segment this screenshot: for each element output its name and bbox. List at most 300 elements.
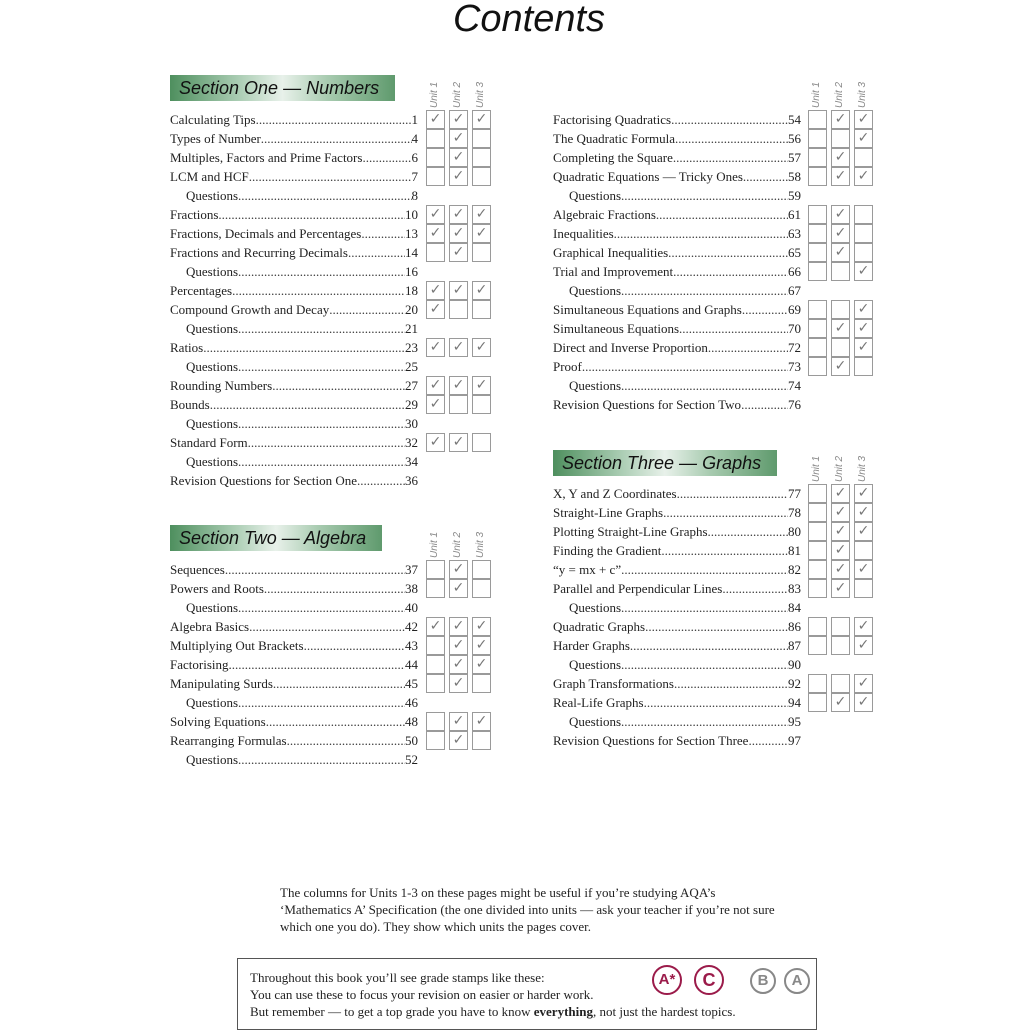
stamps-line-3-end: , not just the hardest topics. [592,1004,736,1019]
check-icon: ✓ [429,206,442,222]
check-icon: ✓ [452,656,465,672]
unit-checkbox-checked [854,522,873,541]
unit-checkbox-empty [472,243,491,262]
unit-checkbox-empty [854,357,873,376]
leader-dots [614,224,788,243]
entry-line [553,579,801,598]
entry-title: Solving Equations [170,714,266,729]
entry-title: Percentages [170,283,233,298]
contents-entry [170,414,490,433]
entry-page: 58 [788,169,801,184]
leader-dots [671,110,788,129]
contents-entry [170,750,490,769]
entry-page: 66 [788,264,801,279]
unit-checkbox-empty [472,560,491,579]
leader-dots [621,655,788,674]
unit-checkbox-checked [449,712,468,731]
unit-checkbox-empty [449,300,468,319]
check-icon: ✓ [452,225,465,241]
entry-page: 42 [405,619,418,634]
unit-checkbox-empty [854,205,873,224]
contents-entry [170,452,490,471]
entry-title: Fractions and Recurring Decimals [170,245,348,260]
contents-entry [170,148,490,167]
contents-entry [553,541,873,560]
unit-checkbox-checked [449,167,468,186]
entry-line [170,262,418,281]
entry-title: Questions [186,321,238,336]
stamps-line-3 [250,1003,736,1020]
entry-page: 18 [405,283,418,298]
unit-checkbox-empty [854,224,873,243]
entry-title: Graph Transformations [553,676,674,691]
entry-page: 77 [788,486,801,501]
unit-checkbox-empty [426,243,445,262]
stamps-line-1: Throughout this book you’ll see grade stamps like these: [250,970,545,985]
entry-page: 6 [411,150,418,165]
entry-title: X, Y and Z Coordinates [553,486,677,501]
unit-checkbox-checked [854,300,873,319]
entry-title: Multiples, Factors and Prime Factors [170,150,363,165]
entry-line [170,655,418,674]
contents-entry [553,655,873,674]
unit-checkbox-empty [808,484,827,503]
check-icon: ✓ [475,111,488,127]
entry-line [170,300,418,319]
unit-checkbox-checked [472,376,491,395]
entry-title: LCM and HCF [170,169,249,184]
check-icon: ✓ [475,713,488,729]
entry-page: 81 [788,543,801,558]
contents-entry [553,484,873,503]
unit-checkbox-checked [854,338,873,357]
entry-page: 21 [405,321,418,336]
unit-checkbox-empty [426,731,445,750]
unit-checkbox-empty [808,522,827,541]
unit-checkbox-checked [449,205,468,224]
check-icon: ✓ [834,580,847,596]
entry-line [170,598,418,617]
grade-stamp-icon: B [750,968,776,994]
check-icon: ✓ [857,111,870,127]
entry-line [170,205,418,224]
entry-page: 92 [788,676,801,691]
check-icon: ✓ [429,225,442,241]
entry-title: “y = mx + c” [553,562,622,577]
entry-line [553,617,801,636]
contents-entry [553,357,873,376]
entry-line [170,376,418,395]
entry-title: Questions [186,416,238,431]
entry-line [170,693,418,712]
unit-checkbox-checked [831,693,850,712]
entry-title: Revision Questions for Section Three [553,733,749,748]
leader-dots [329,300,405,319]
check-icon: ✓ [857,263,870,279]
leader-dots [708,338,788,357]
entry-page: 13 [405,226,418,241]
leader-dots [264,579,405,598]
contents-entry [553,376,873,395]
unit-checkbox-empty [854,148,873,167]
unit-checkbox-checked [426,300,445,319]
entry-page: 36 [405,473,418,488]
unit-checkbox-empty [449,395,468,414]
unit-checkbox-checked [426,338,445,357]
entry-page: 14 [405,245,418,260]
unit-checkbox-empty [808,503,827,522]
unit-checkbox-empty [426,655,445,674]
unit-checkbox-checked [426,395,445,414]
entry-line [553,376,801,395]
entry-page: 95 [788,714,801,729]
contents-entry [553,262,873,281]
unit-checkbox-checked [831,110,850,129]
entry-title: Inequalities [553,226,614,241]
leader-dots [249,617,405,636]
entry-title: Multiplying Out Brackets [170,638,304,653]
unit-checkbox-empty [808,300,827,319]
check-icon: ✓ [834,485,847,501]
contents-entry [170,579,490,598]
unit-checkbox-checked [472,224,491,243]
entry-title: Finding the Gradient [553,543,662,558]
entry-line [553,205,801,224]
entry-title: Rearranging Formulas [170,733,287,748]
unit-column-labels [426,70,496,108]
entry-page: 30 [405,416,418,431]
unit-checkbox-empty [808,110,827,129]
check-icon: ✓ [857,561,870,577]
entry-line [170,731,418,750]
entry-line [170,750,418,769]
check-icon: ✓ [834,111,847,127]
entry-title: Questions [569,714,621,729]
contents-entry [553,243,873,262]
contents-entry [170,617,490,636]
leader-dots [261,129,412,148]
entry-line [553,731,801,750]
check-icon: ✓ [834,561,847,577]
leader-dots [708,522,788,541]
entry-line [553,636,801,655]
unit-checkbox-checked [426,433,445,452]
leader-dots [238,750,405,769]
check-icon: ✓ [475,656,488,672]
unit-checkbox-empty [426,636,445,655]
entry-page: 69 [788,302,801,317]
stamps-line-3-start: But remember — to get a top grade you have to know [250,1004,534,1019]
entry-title: Algebra Basics [170,619,250,634]
entry-line [170,617,418,636]
entry-line [170,129,418,148]
leader-dots [663,503,788,522]
entry-page: 63 [788,226,801,241]
unit-label: Unit 1 [429,531,440,558]
entry-title: Fractions, Decimals and Percentages [170,226,362,241]
unit-column-labels [426,520,496,558]
leader-dots [621,598,788,617]
entry-line [170,167,418,186]
contents-entry [170,731,490,750]
entry-page: 74 [788,378,801,393]
unit-checkbox-empty [426,674,445,693]
entry-line [170,319,418,338]
unit-label: Unit 3 [857,81,868,108]
entry-page: 32 [405,435,418,450]
entry-line [553,484,801,503]
unit-checkbox-checked [854,129,873,148]
check-icon: ✓ [857,694,870,710]
entry-line [170,433,418,452]
leader-dots [656,205,788,224]
unit-checkbox-empty [472,433,491,452]
unit-checkbox-empty [831,262,850,281]
check-icon: ✓ [429,396,442,412]
leader-dots [748,731,788,750]
leader-dots [238,357,405,376]
section-heading: Section Two — Algebra [170,525,382,551]
entry-line [170,357,418,376]
entry-line [553,693,801,712]
unit-checkbox-empty [426,167,445,186]
unit-column-labels [808,70,878,108]
entry-line [553,503,801,522]
unit-checkbox-checked [854,319,873,338]
stamps-line-2: You can use these to focus your revision on easier or harder work. [250,987,594,1002]
unit-checkbox-empty [808,617,827,636]
entry-page: 44 [405,657,418,672]
entry-title: Revision Questions for Section Two [553,397,742,412]
entry-line [170,224,418,243]
unit-checkbox-checked [472,617,491,636]
contents-entry [170,262,490,281]
leader-dots [741,395,788,414]
entry-page: 4 [411,131,418,146]
unit-checkbox-empty [426,129,445,148]
check-icon: ✓ [452,206,465,222]
entry-title: Direct and Inverse Proportion [553,340,708,355]
entry-line [170,560,418,579]
entry-page: 7 [411,169,418,184]
check-icon: ✓ [834,523,847,539]
contents-entry [170,395,490,414]
unit-checkbox-checked [831,319,850,338]
check-icon: ✓ [834,225,847,241]
leader-dots [266,712,405,731]
entry-line [553,541,801,560]
leader-dots [361,224,405,243]
unit-checkbox-empty [426,579,445,598]
units-note: The columns for Units 1-3 on these pages might be useful if you’re studying AQA’s ‘Mathematics A’ Specification (the one divided into units — ask your teacher if you’re not sure which one you do). They show which units the pages cover. [280,885,775,934]
entry-page: 34 [405,454,418,469]
check-icon: ✓ [452,713,465,729]
unit-checkbox-checked [831,167,850,186]
check-icon: ✓ [475,282,488,298]
entry-page: 80 [788,524,801,539]
unit-checkbox-empty [472,731,491,750]
check-icon: ✓ [834,694,847,710]
section-heading: Section One — Numbers [170,75,395,101]
contents-entry [170,167,490,186]
leader-dots [582,357,788,376]
unit-checkbox-checked [449,731,468,750]
unit-checkbox-checked [854,674,873,693]
entry-title: Powers and Roots [170,581,264,596]
check-icon: ✓ [429,282,442,298]
unit-checkbox-empty [426,148,445,167]
entry-title: Questions [569,600,621,615]
check-icon: ✓ [834,358,847,374]
contents-entry [553,338,873,357]
check-icon: ✓ [452,618,465,634]
unit-checkbox-checked [426,376,445,395]
entry-line [170,414,418,433]
entry-page: 10 [405,207,418,222]
unit-checkbox-checked [854,110,873,129]
entry-page: 82 [788,562,801,577]
unit-checkbox-checked [854,484,873,503]
check-icon: ✓ [452,637,465,653]
contents-entry [170,281,490,300]
entry-title: Questions [569,188,621,203]
leader-dots [621,186,788,205]
check-icon: ✓ [429,377,442,393]
leader-dots [645,617,788,636]
unit-checkbox-checked [426,110,445,129]
entry-title: Types of Number [170,131,261,146]
unit-checkbox-checked [854,617,873,636]
leader-dots [225,560,405,579]
leader-dots [273,674,405,693]
contents-entry [170,674,490,693]
entry-title: Questions [569,378,621,393]
unit-checkbox-empty [472,395,491,414]
unit-checkbox-empty [808,636,827,655]
unit-checkbox-checked [854,693,873,712]
entry-page: 40 [405,600,418,615]
check-icon: ✓ [857,504,870,520]
unit-checkbox-checked [449,281,468,300]
entry-title: Parallel and Perpendicular Lines [553,581,723,596]
leader-dots [661,541,788,560]
leader-dots [248,433,405,452]
unit-checkbox-checked [449,433,468,452]
entry-title: Ratios [170,340,204,355]
check-icon: ✓ [452,168,465,184]
unit-checkbox-empty [808,167,827,186]
unit-checkbox-empty [808,693,827,712]
entry-title: Compound Growth and Decay [170,302,330,317]
entry-line [553,224,801,243]
unit-checkbox-checked [426,205,445,224]
unit-checkbox-checked [449,243,468,262]
grade-stamp-icon: A* [652,965,682,995]
unit-checkbox-empty [472,674,491,693]
grade-stamp-icon: C [694,965,724,995]
check-icon: ✓ [475,377,488,393]
entry-line [170,110,418,129]
unit-column-labels [808,444,878,482]
check-icon: ✓ [452,111,465,127]
entry-page: 27 [405,378,418,393]
leader-dots [203,338,405,357]
check-icon: ✓ [834,206,847,222]
unit-checkbox-checked [831,148,850,167]
unit-checkbox-empty [854,579,873,598]
check-icon: ✓ [834,320,847,336]
entry-line [553,281,801,300]
entry-page: 16 [405,264,418,279]
entry-title: Algebraic Fractions [553,207,656,222]
entry-line [553,357,801,376]
leader-dots [304,636,405,655]
leader-dots [621,281,788,300]
unit-checkbox-empty [808,674,827,693]
entry-title: Harder Graphs [553,638,630,653]
unit-checkbox-checked [426,281,445,300]
contents-entry [553,598,873,617]
unit-checkbox-checked [449,579,468,598]
unit-checkbox-checked [854,503,873,522]
unit-checkbox-empty [854,243,873,262]
unit-checkbox-checked [472,205,491,224]
unit-checkbox-checked [831,205,850,224]
entry-line [170,148,418,167]
entry-title: Manipulating Surds [170,676,273,691]
unit-label: Unit 3 [475,531,486,558]
check-icon: ✓ [857,637,870,653]
entry-title: Straight-Line Graphs [553,505,664,520]
unit-checkbox-empty [854,541,873,560]
contents-entry [170,338,490,357]
leader-dots [272,376,405,395]
contents-entry [553,395,873,414]
contents-entry [170,357,490,376]
entry-line [553,110,801,129]
leader-dots [674,674,788,693]
unit-checkbox-checked [449,636,468,655]
entry-title: Quadratic Equations — Tricky Ones [553,169,743,184]
unit-checkbox-empty [831,617,850,636]
entry-line [553,167,801,186]
entry-line [170,281,418,300]
contents-entry [170,243,490,262]
entry-page: 46 [405,695,418,710]
unit-checkbox-checked [449,674,468,693]
leader-dots [238,319,405,338]
entry-title: Questions [186,454,238,469]
entry-title: Proof [553,359,582,374]
check-icon: ✓ [834,504,847,520]
unit-checkbox-empty [808,579,827,598]
entry-line [170,243,418,262]
check-icon: ✓ [475,206,488,222]
leader-dots [238,693,405,712]
leader-dots [238,262,405,281]
contents-entry [553,560,873,579]
check-icon: ✓ [857,301,870,317]
unit-checkbox-checked [449,338,468,357]
entry-line [553,598,801,617]
check-icon: ✓ [857,130,870,146]
unit-checkbox-checked [831,541,850,560]
entry-page: 61 [788,207,801,222]
unit-checkbox-empty [808,243,827,262]
entry-title: Quadratic Graphs [553,619,646,634]
unit-checkbox-checked [831,224,850,243]
unit-checkbox-checked [426,617,445,636]
